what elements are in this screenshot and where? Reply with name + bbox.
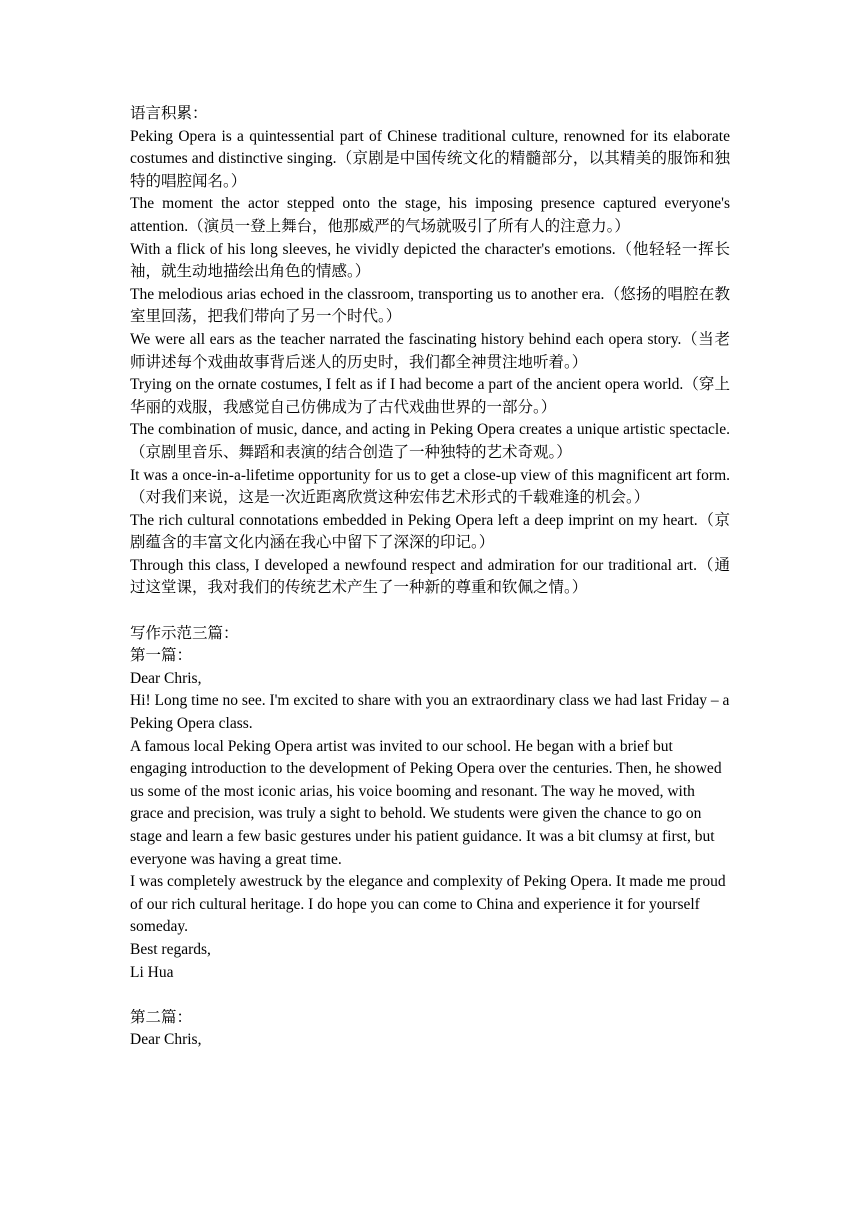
document-page: [130, 103, 730, 1052]
vocabulary-sentence: The moment the actor stepped onto the stage, his imposing presence captured everyone's attention.（演员一登上舞台，他那威严的气场就吸引了所有人的注意力。）: [130, 195, 730, 235]
essay-one-closing: Best regards,: [130, 940, 211, 958]
essay-two-label: 第二篇：: [130, 1008, 193, 1026]
essay-one-paragraph: I was completely awestruck by the elegance and complexity of Peking Opera. It made me proud of our rich cultural heritage. I do hope you can come to China and experience it for yourself someday.: [130, 873, 726, 936]
essay-one-greeting: Dear Chris,: [130, 669, 202, 687]
essay-one-paragraph: A famous local Peking Opera artist was invited to our school. He began with a brief but engaging introduction to the development of Peking Opera over the centuries. Then, he showed us some of the most iconic arias, his voice booming and resonant. The way he moved, with grace and precision, was truly a sight to behold. We students were given the chance to go on stage and learn a few basic gestures under his patient guidance. It was a bit clumsy at first, but everyone was having a great time.: [130, 737, 722, 868]
essay-one-signature: Li Hua: [130, 963, 174, 981]
vocabulary-heading: 语言积累：: [130, 105, 208, 122]
section-spacer: [130, 600, 730, 623]
vocabulary-sentence: Trying on the ornate costumes, I felt as if I had become a part of the ancient opera world.（穿上华丽的戏服，我感觉自己仿佛成为了古代戏曲世界的一部分。）: [130, 376, 730, 416]
vocabulary-sentence: We were all ears as the teacher narrated the fascinating history behind each opera story.（当老师讲述每个戏曲故事背后迷人的历史时，我们都全神贯注地听着。）: [130, 330, 730, 371]
vocabulary-sentence: The rich cultural connotations embedded in Peking Opera left a deep imprint on my heart.（京剧蕴含的丰富文化内涵在我心中留下了深深的印记。）: [130, 511, 730, 552]
essay-one-paragraph: Hi! Long time no see. I'm excited to share with you an extraordinary class we had last Friday – a Peking Opera class.: [130, 692, 730, 733]
essay-two-greeting: Dear Chris,: [130, 1031, 202, 1049]
vocabulary-sentence: Peking Opera is a quintessential part of Chinese traditional culture, renowned for its elaborate costumes and distinctive singing.（京剧是中国传统文化的精髓部分，以其精美的服饰和独特的唱腔闻名。）: [130, 127, 730, 190]
vocabulary-sentence: The melodious arias echoed in the classroom, transporting us to another era.（悠扬的唱腔在教室里回荡，把我们带向了另一个时代。）: [130, 285, 730, 326]
vocabulary-sentence: The combination of music, dance, and acting in Peking Opera creates a unique artistic spectacle.（京剧里音乐、舞蹈和表演的结合创造了一种独特的艺术奇观。）: [130, 421, 730, 461]
essay-one-label: 第一篇：: [130, 647, 193, 665]
vocabulary-sentence: With a flick of his long sleeves, he vividly depicted the character's emotions.（他轻轻一挥长袖，就生动地描绘出角色的情感。）: [130, 240, 730, 281]
vocabulary-sentence: Through this class, I developed a newfound respect and admiration for our traditional art.（通过这堂课，我对我们的传统艺术产生了一种新的尊重和钦佩之情。）: [130, 556, 730, 597]
section-spacer: [130, 984, 730, 1007]
vocabulary-sentence: It was a once-in-a-lifetime opportunity for us to get a close-up view of this magnificent art form.（对我们来说，这是一次近距离欣赏这种宏伟艺术形式的千载难逢的机会。）: [130, 466, 730, 507]
writing-heading: 写作示范三篇：: [130, 624, 239, 642]
